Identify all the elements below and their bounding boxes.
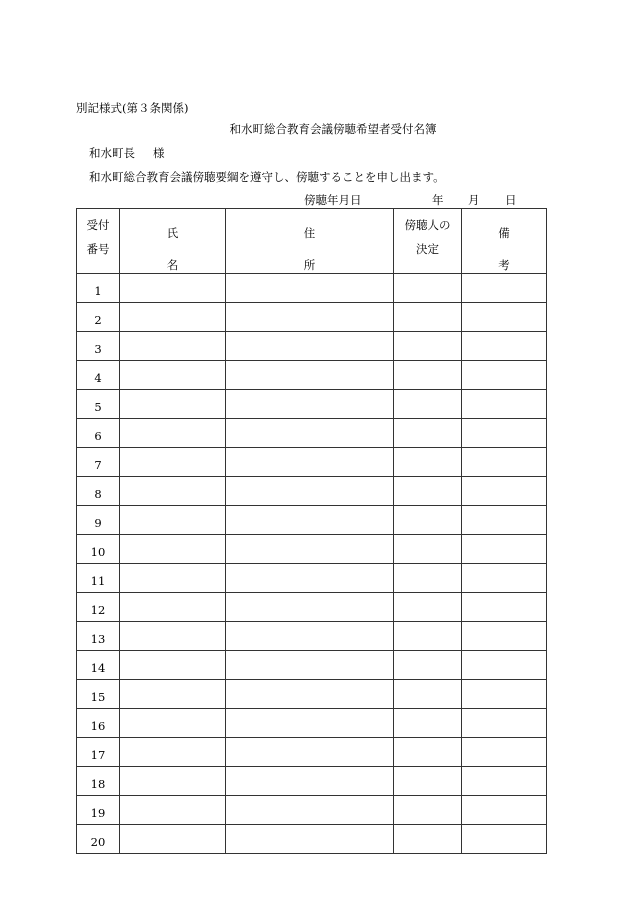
address-cell[interactable] bbox=[226, 796, 394, 825]
decision-cell[interactable] bbox=[394, 709, 462, 738]
header-name-a: 氏 bbox=[166, 226, 179, 240]
row-number: 3 bbox=[77, 332, 120, 361]
form-label: 別記様式(第３条関係) bbox=[76, 101, 189, 115]
remarks-cell[interactable] bbox=[462, 506, 547, 535]
decision-cell[interactable] bbox=[394, 825, 462, 854]
date-label: 傍聴年月日 bbox=[304, 193, 362, 207]
statement: 和水町総合教育会議傍聴要綱を遵守し、傍聴することを申し出ます。 bbox=[89, 170, 445, 184]
header-receipt-line2: 番号 bbox=[86, 242, 110, 256]
name-cell[interactable] bbox=[120, 303, 226, 332]
address-cell[interactable] bbox=[226, 419, 394, 448]
name-cell[interactable] bbox=[120, 390, 226, 419]
decision-cell[interactable] bbox=[394, 767, 462, 796]
register-body bbox=[77, 274, 547, 854]
remarks-cell[interactable] bbox=[462, 622, 547, 651]
decision-cell[interactable] bbox=[394, 506, 462, 535]
decision-cell[interactable] bbox=[394, 796, 462, 825]
decision-cell[interactable] bbox=[394, 738, 462, 767]
header-remarks-a: 備 bbox=[498, 226, 510, 240]
decision-cell[interactable] bbox=[394, 593, 462, 622]
address-cell[interactable] bbox=[226, 825, 394, 854]
remarks-cell[interactable] bbox=[462, 825, 547, 854]
remarks-cell[interactable] bbox=[462, 651, 547, 680]
address-cell[interactable] bbox=[226, 680, 394, 709]
name-cell[interactable] bbox=[120, 332, 226, 361]
table-row bbox=[77, 419, 547, 448]
row-number: 8 bbox=[77, 477, 120, 506]
decision-cell[interactable] bbox=[394, 651, 462, 680]
header-address-b: 所 bbox=[303, 258, 316, 272]
decision-cell[interactable] bbox=[394, 448, 462, 477]
remarks-cell[interactable] bbox=[462, 303, 547, 332]
table-row bbox=[77, 564, 547, 593]
decision-cell[interactable] bbox=[394, 361, 462, 390]
table-row bbox=[77, 332, 547, 361]
header-decision bbox=[394, 209, 462, 274]
name-cell[interactable] bbox=[120, 535, 226, 564]
addressee bbox=[89, 148, 165, 160]
row-number: 13 bbox=[77, 622, 120, 651]
name-cell[interactable] bbox=[120, 709, 226, 738]
remarks-cell[interactable] bbox=[462, 593, 547, 622]
table-row bbox=[77, 361, 547, 390]
document-title: 和水町総合教育会議傍聴希望者受付名簿 bbox=[229, 122, 437, 136]
row-number: 18 bbox=[77, 767, 120, 796]
name-cell[interactable] bbox=[120, 477, 226, 506]
address-cell[interactable] bbox=[226, 361, 394, 390]
row-number: 6 bbox=[77, 419, 120, 448]
remarks-cell[interactable] bbox=[462, 738, 547, 767]
address-cell[interactable] bbox=[226, 390, 394, 419]
address-cell[interactable] bbox=[226, 593, 394, 622]
address-cell[interactable] bbox=[226, 448, 394, 477]
header-name-b: 名 bbox=[166, 258, 179, 272]
address-cell[interactable] bbox=[226, 709, 394, 738]
row-number: 7 bbox=[77, 448, 120, 477]
remarks-cell[interactable] bbox=[462, 274, 547, 303]
decision-cell[interactable] bbox=[394, 274, 462, 303]
date-year: 年 bbox=[432, 193, 444, 207]
address-cell[interactable] bbox=[226, 332, 394, 361]
header-decision-line1: 傍聴人の bbox=[404, 218, 451, 232]
row-number: 16 bbox=[77, 709, 120, 738]
name-cell[interactable] bbox=[120, 506, 226, 535]
remarks-cell[interactable] bbox=[462, 709, 547, 738]
table-row bbox=[77, 477, 547, 506]
decision-cell[interactable] bbox=[394, 564, 462, 593]
date-month: 月 bbox=[468, 193, 480, 207]
address-cell[interactable] bbox=[226, 535, 394, 564]
remarks-cell[interactable] bbox=[462, 332, 547, 361]
table-row bbox=[77, 506, 547, 535]
remarks-cell[interactable] bbox=[462, 390, 547, 419]
address-cell[interactable] bbox=[226, 767, 394, 796]
remarks-cell[interactable] bbox=[462, 361, 547, 390]
table-row bbox=[77, 303, 547, 332]
row-number: 11 bbox=[77, 564, 120, 593]
row-number: 9 bbox=[77, 506, 120, 535]
addressee-name: 和水町長 bbox=[89, 146, 135, 160]
remarks-cell[interactable] bbox=[462, 477, 547, 506]
row-number: 17 bbox=[77, 738, 120, 767]
header-remarks-b: 考 bbox=[498, 258, 510, 272]
header-name bbox=[120, 209, 226, 274]
remarks-cell[interactable] bbox=[462, 535, 547, 564]
row-number: 19 bbox=[77, 796, 120, 825]
table-row bbox=[77, 390, 547, 419]
table-row bbox=[77, 448, 547, 477]
decision-cell[interactable] bbox=[394, 680, 462, 709]
header-address-a: 住 bbox=[303, 226, 316, 240]
name-cell[interactable] bbox=[120, 564, 226, 593]
row-number: 5 bbox=[77, 390, 120, 419]
name-cell[interactable] bbox=[120, 738, 226, 767]
name-cell[interactable] bbox=[120, 448, 226, 477]
table-row bbox=[77, 274, 547, 303]
table-row bbox=[77, 709, 547, 738]
row-number: 15 bbox=[77, 680, 120, 709]
name-cell[interactable] bbox=[120, 419, 226, 448]
remarks-cell[interactable] bbox=[462, 680, 547, 709]
address-cell[interactable] bbox=[226, 622, 394, 651]
remarks-cell[interactable] bbox=[462, 419, 547, 448]
name-cell[interactable] bbox=[120, 680, 226, 709]
table-row bbox=[77, 593, 547, 622]
name-cell[interactable] bbox=[120, 796, 226, 825]
decision-cell[interactable] bbox=[394, 477, 462, 506]
addressee-honorific: 様 bbox=[153, 146, 165, 160]
address-cell[interactable] bbox=[226, 738, 394, 767]
name-cell[interactable] bbox=[120, 361, 226, 390]
row-number: 14 bbox=[77, 651, 120, 680]
remarks-cell[interactable] bbox=[462, 767, 547, 796]
table-row bbox=[77, 738, 547, 767]
row-number: 20 bbox=[77, 825, 120, 854]
row-number: 10 bbox=[77, 535, 120, 564]
decision-cell[interactable] bbox=[394, 622, 462, 651]
table-row bbox=[77, 825, 547, 854]
table-row bbox=[77, 796, 547, 825]
address-cell[interactable] bbox=[226, 506, 394, 535]
table-row bbox=[77, 622, 547, 651]
remarks-cell[interactable] bbox=[462, 448, 547, 477]
name-cell[interactable] bbox=[120, 622, 226, 651]
row-number: 2 bbox=[77, 303, 120, 332]
header-row bbox=[77, 209, 547, 274]
name-cell[interactable] bbox=[120, 274, 226, 303]
header-address bbox=[226, 209, 394, 274]
address-cell[interactable] bbox=[226, 477, 394, 506]
header-receipt-line1: 受付 bbox=[86, 218, 110, 232]
name-cell[interactable] bbox=[120, 593, 226, 622]
decision-cell[interactable] bbox=[394, 419, 462, 448]
header-receipt-number bbox=[77, 209, 120, 274]
decision-cell[interactable] bbox=[394, 332, 462, 361]
decision-cell[interactable] bbox=[394, 303, 462, 332]
table-row bbox=[77, 767, 547, 796]
name-cell[interactable] bbox=[120, 825, 226, 854]
date-day: 日 bbox=[505, 193, 517, 207]
header-remarks bbox=[462, 209, 547, 274]
address-cell[interactable] bbox=[226, 651, 394, 680]
address-cell[interactable] bbox=[226, 274, 394, 303]
remarks-cell[interactable] bbox=[462, 796, 547, 825]
row-number: 4 bbox=[77, 361, 120, 390]
table-row bbox=[77, 535, 547, 564]
row-number: 1 bbox=[77, 274, 120, 303]
name-cell[interactable] bbox=[120, 767, 226, 796]
decision-cell[interactable] bbox=[394, 390, 462, 419]
header-decision-line2: 決定 bbox=[416, 242, 439, 256]
address-cell[interactable] bbox=[226, 303, 394, 332]
register-table bbox=[76, 208, 547, 854]
decision-cell[interactable] bbox=[394, 535, 462, 564]
table-row bbox=[77, 651, 547, 680]
row-number: 12 bbox=[77, 593, 120, 622]
remarks-cell[interactable] bbox=[462, 564, 547, 593]
address-cell[interactable] bbox=[226, 564, 394, 593]
table-row bbox=[77, 680, 547, 709]
name-cell[interactable] bbox=[120, 651, 226, 680]
